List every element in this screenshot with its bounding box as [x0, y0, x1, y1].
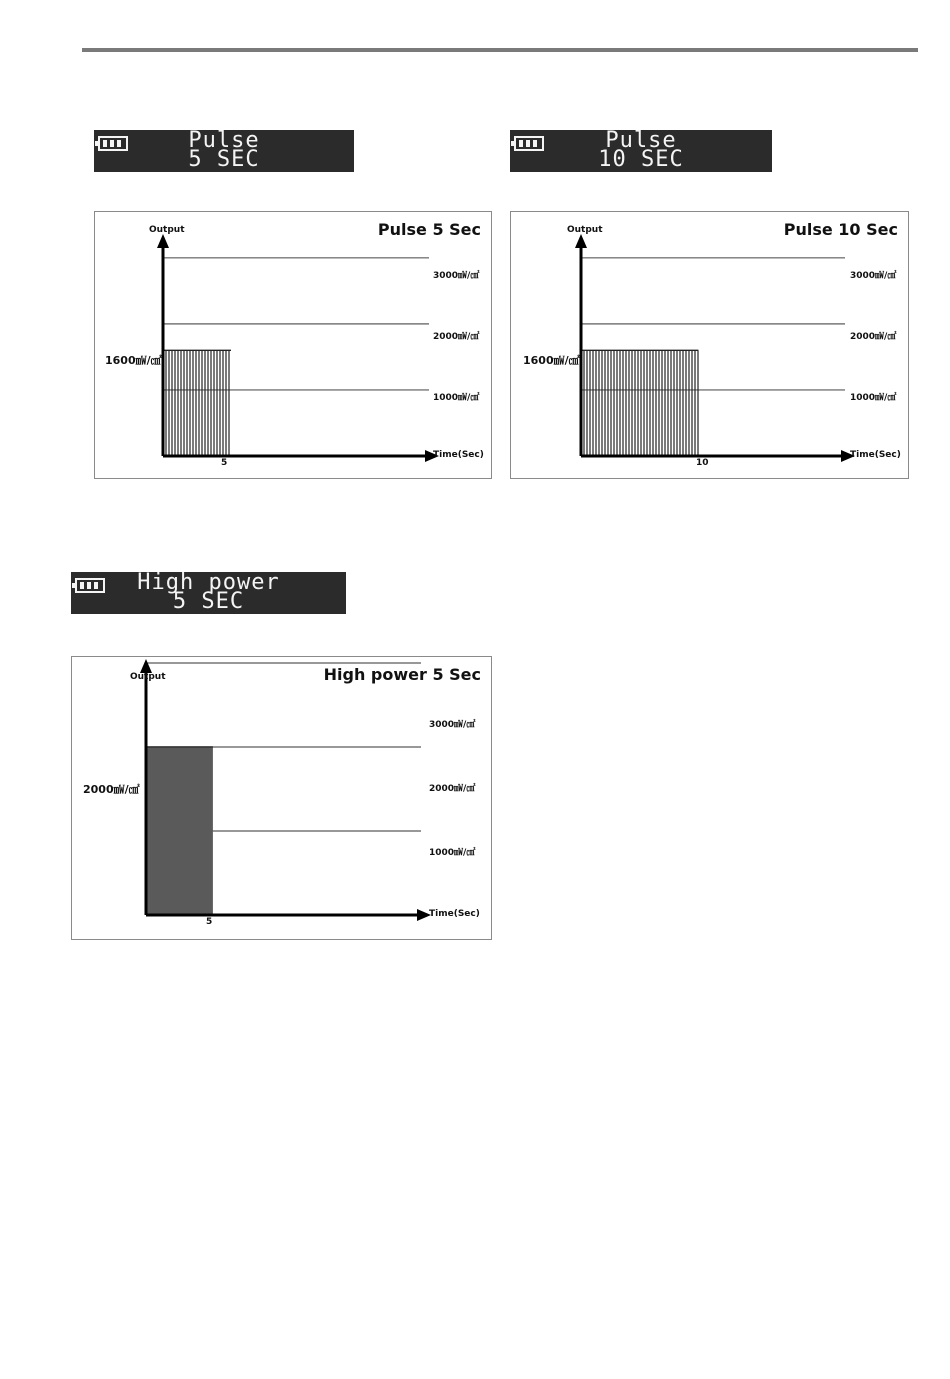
pulse-bar — [163, 350, 229, 456]
chart-svg — [72, 657, 491, 939]
grid-label-2000: 2000㎽/㎠ — [850, 332, 897, 342]
grid-label-1000: 1000㎽/㎠ — [850, 393, 897, 403]
lcd-display-pulse-5 — [94, 130, 354, 172]
y-axis-arrow — [140, 659, 152, 673]
lcd-display-high-power-5 — [71, 572, 346, 614]
level-label: 2000㎽/㎠ — [83, 783, 140, 796]
lcd-mode-text: Pulse — [188, 128, 260, 153]
top-rule — [82, 48, 918, 52]
y-axis-label: Output — [130, 672, 166, 682]
y-axis-arrow — [575, 234, 587, 248]
y-axis-arrow — [157, 234, 169, 248]
grid-label-3000: 3000㎽/㎠ — [429, 720, 476, 730]
chart-svg — [511, 212, 908, 478]
lcd-display-pulse-10 — [510, 130, 772, 172]
grid-label-3000: 3000㎽/㎠ — [850, 271, 897, 281]
chart-svg — [95, 212, 491, 478]
level-label: 1600㎽/㎠ — [523, 354, 580, 367]
x-axis-label: Time(Sec) — [850, 450, 901, 460]
lcd-mode-text: High power — [137, 570, 280, 595]
grid-label-1000: 1000㎽/㎠ — [429, 848, 476, 858]
x-tick-label: 10 — [696, 458, 709, 468]
x-tick-label: 5 — [221, 458, 228, 468]
chart-pulse-10-sec — [510, 211, 909, 479]
x-axis-label: Time(Sec) — [433, 450, 484, 460]
lcd-time-text: 5 SEC — [188, 147, 260, 172]
x-tick-label: 5 — [206, 917, 213, 927]
output-bar — [146, 747, 213, 915]
lcd-time-text: 5 SEC — [172, 589, 245, 614]
y-axis-label: Output — [567, 225, 603, 235]
chart-title: High power 5 Sec — [323, 665, 481, 684]
grid-label-3000: 3000㎽/㎠ — [433, 271, 480, 281]
grid-label-1000: 1000㎽/㎠ — [433, 393, 480, 403]
grid-label-2000: 2000㎽/㎠ — [429, 784, 476, 794]
chart-title: Pulse 5 Sec — [377, 220, 481, 239]
pulse-bar — [581, 350, 698, 456]
y-axis-label: Output — [149, 225, 185, 235]
chart-title: Pulse 10 Sec — [783, 220, 898, 239]
grid-label-2000: 2000㎽/㎠ — [433, 332, 480, 342]
lcd-mode-text: Pulse — [605, 128, 677, 153]
x-axis-label: Time(Sec) — [429, 909, 480, 919]
lcd-time-text: 10 SEC — [598, 147, 684, 172]
level-label: 1600㎽/㎠ — [105, 354, 162, 367]
chart-high-power-5-sec — [71, 656, 492, 940]
chart-pulse-5-sec — [94, 211, 492, 479]
